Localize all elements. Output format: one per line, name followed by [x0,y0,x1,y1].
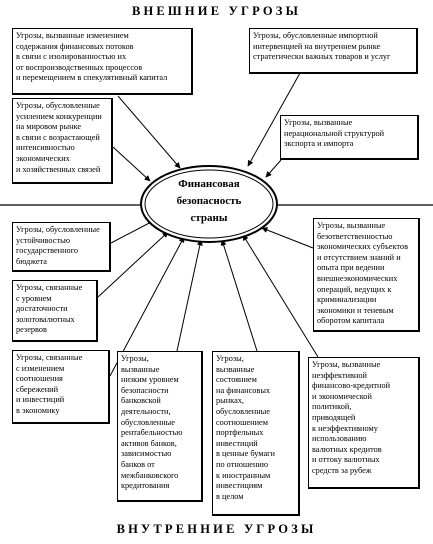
threat-text: вызванные [121,364,160,374]
threat-text: и экономической [312,391,372,401]
threat-text: деятельности, [121,406,171,416]
financial-security-label [144,176,274,227]
threat-text: банковской [121,396,161,406]
threat-text: Угрозы, связанные [16,283,83,292]
threat-text: и хозяйственных связей [16,164,101,174]
threat-text: экономических [16,153,70,163]
threat-text: оборотом капитала [317,316,385,326]
threat-text: в целом [216,491,244,501]
threat-text: валютных кредитов [312,444,382,454]
threat-text: достаточности [16,304,68,314]
threat-text: использованию [312,434,367,444]
center-label-line: безопасность [176,195,242,207]
arrow-t1 [118,96,180,168]
threat-box-financial-markets [212,351,300,516]
threat-text: содержания финансовых потоков [16,41,134,51]
threat-text: Угрозы, [216,354,244,363]
external-threats-heading: ВНЕШНИЕ УГРОЗЫ [131,4,302,18]
threat-box-export-import-structure [280,115,419,160]
arrow-t11 [243,235,318,357]
threat-text: внешнеэкономических [317,273,398,283]
threat-text: и перемещением в спекулятивный капитал [16,73,168,83]
threat-text: сбережений [16,384,59,394]
threat-text: рентабельностью [121,428,183,438]
threat-text: в ценные бумаги [216,449,275,459]
threat-box-gold-reserves [12,280,98,342]
threat-text: к иностранным [216,470,271,480]
threat-text: Угрозы, обусловленные [16,225,100,234]
threat-text: безопасности [121,385,169,395]
threat-text: стратегически важных товаров и услуг [253,52,391,62]
threat-text: Угрозы, вызванные [284,118,353,127]
threat-text: на финансовых [216,385,271,395]
threat-text: Угрозы, вызванные изменением [16,31,129,40]
threat-text: в связи с изолированностью их [16,52,127,62]
threat-text: интервенцией на внутреннем рынке [253,41,381,51]
threat-text: соотношением [216,417,268,427]
threat-text: и инвестиций [16,395,65,405]
threat-text: инвестиций [216,438,258,448]
arrow-t9 [177,240,201,351]
threat-text: в связи с возрастающей [16,132,100,142]
threat-text: усилением конкуренции [16,111,102,121]
threat-text: безответственностью [317,231,393,241]
threat-text: вызванные [216,364,255,374]
threat-text: неэффективной [312,370,367,380]
threat-text: от воспроизводственных процессов [16,62,143,72]
threat-text: зависимостью [121,449,172,459]
threat-text: по отношению [216,459,269,469]
threat-box-financial-flows [12,28,193,95]
threat-text: государственного [16,246,79,256]
threat-text: экономики и теневым [317,305,394,315]
threat-text: Угрозы, вызванные [317,221,386,230]
threat-text: инвестициям [216,481,263,491]
threat-text: соотношения [16,374,63,384]
center-label-line: страны [190,212,228,224]
threat-text: портфельных [216,428,264,438]
threat-text: обусловленные [216,406,270,416]
threat-text: Угрозы, обусловленные [16,101,100,110]
threat-text: к неэффективному [312,423,378,433]
threat-text: низким уровнем [121,375,179,385]
threat-text: Угрозы, обусловленные импортной [253,31,378,40]
threat-text: нерациональной структурой [284,128,385,138]
threat-text: экспорта и импорта [284,139,354,149]
threat-box-world-competition [12,98,113,184]
threat-text: активов банков, [121,438,177,448]
arrow-t10 [222,240,257,351]
threat-text: с изменением [16,363,65,373]
threat-box-import-intervention [249,28,418,74]
threat-text: Угрозы, вызванные [312,360,381,369]
threat-text: и отсутствием знаний и [317,252,401,262]
threat-text: бюджета [16,256,47,266]
arrow-t4 [266,160,281,177]
threat-text: состоянием [216,375,257,385]
threat-box-savings-investment [12,350,110,424]
threat-text: в экономику [16,405,60,415]
threat-text: Угрозы, [121,354,149,363]
threat-text: экономических субъектов [317,242,408,252]
threat-text: с уровнем [16,293,52,303]
threat-text: устойчивостью [16,235,71,245]
threat-text: политикой, [312,402,352,412]
threat-text: кредитования [121,481,170,491]
threat-text: интенсивностью [16,143,75,153]
threat-text: на мировом рынке [16,122,82,132]
threat-box-irresponsible-subjects [313,218,420,332]
internal-threats-heading: ВНУТРЕННИЕ УГРОЗЫ [116,522,317,536]
threat-text: и оттоку валютных [312,455,380,465]
threat-text: банков от [121,459,155,469]
threat-text: приводящей [312,412,356,422]
threat-text: опыта при ведении [317,263,385,273]
threat-text: рынках, [216,396,244,406]
threat-box-state-budget [12,222,111,272]
threat-text: операций, ведущих к [317,284,392,294]
threat-text: криминализации [317,295,377,305]
threat-box-banking-security [117,351,203,502]
threat-text: резервов [16,325,47,335]
threat-text: золотовалютных [16,314,75,324]
threat-text: средств за рубеж [312,465,372,475]
arrow-t6 [262,228,313,248]
threat-text: Угрозы, связанные [16,353,83,362]
center-label-line: Финансовая [178,178,240,190]
threat-text: финансово-кредитной [312,381,391,391]
threat-box-credit-policy [308,357,420,489]
threat-text: обусловленные [121,417,175,427]
threat-text: межбанковского [121,470,179,480]
